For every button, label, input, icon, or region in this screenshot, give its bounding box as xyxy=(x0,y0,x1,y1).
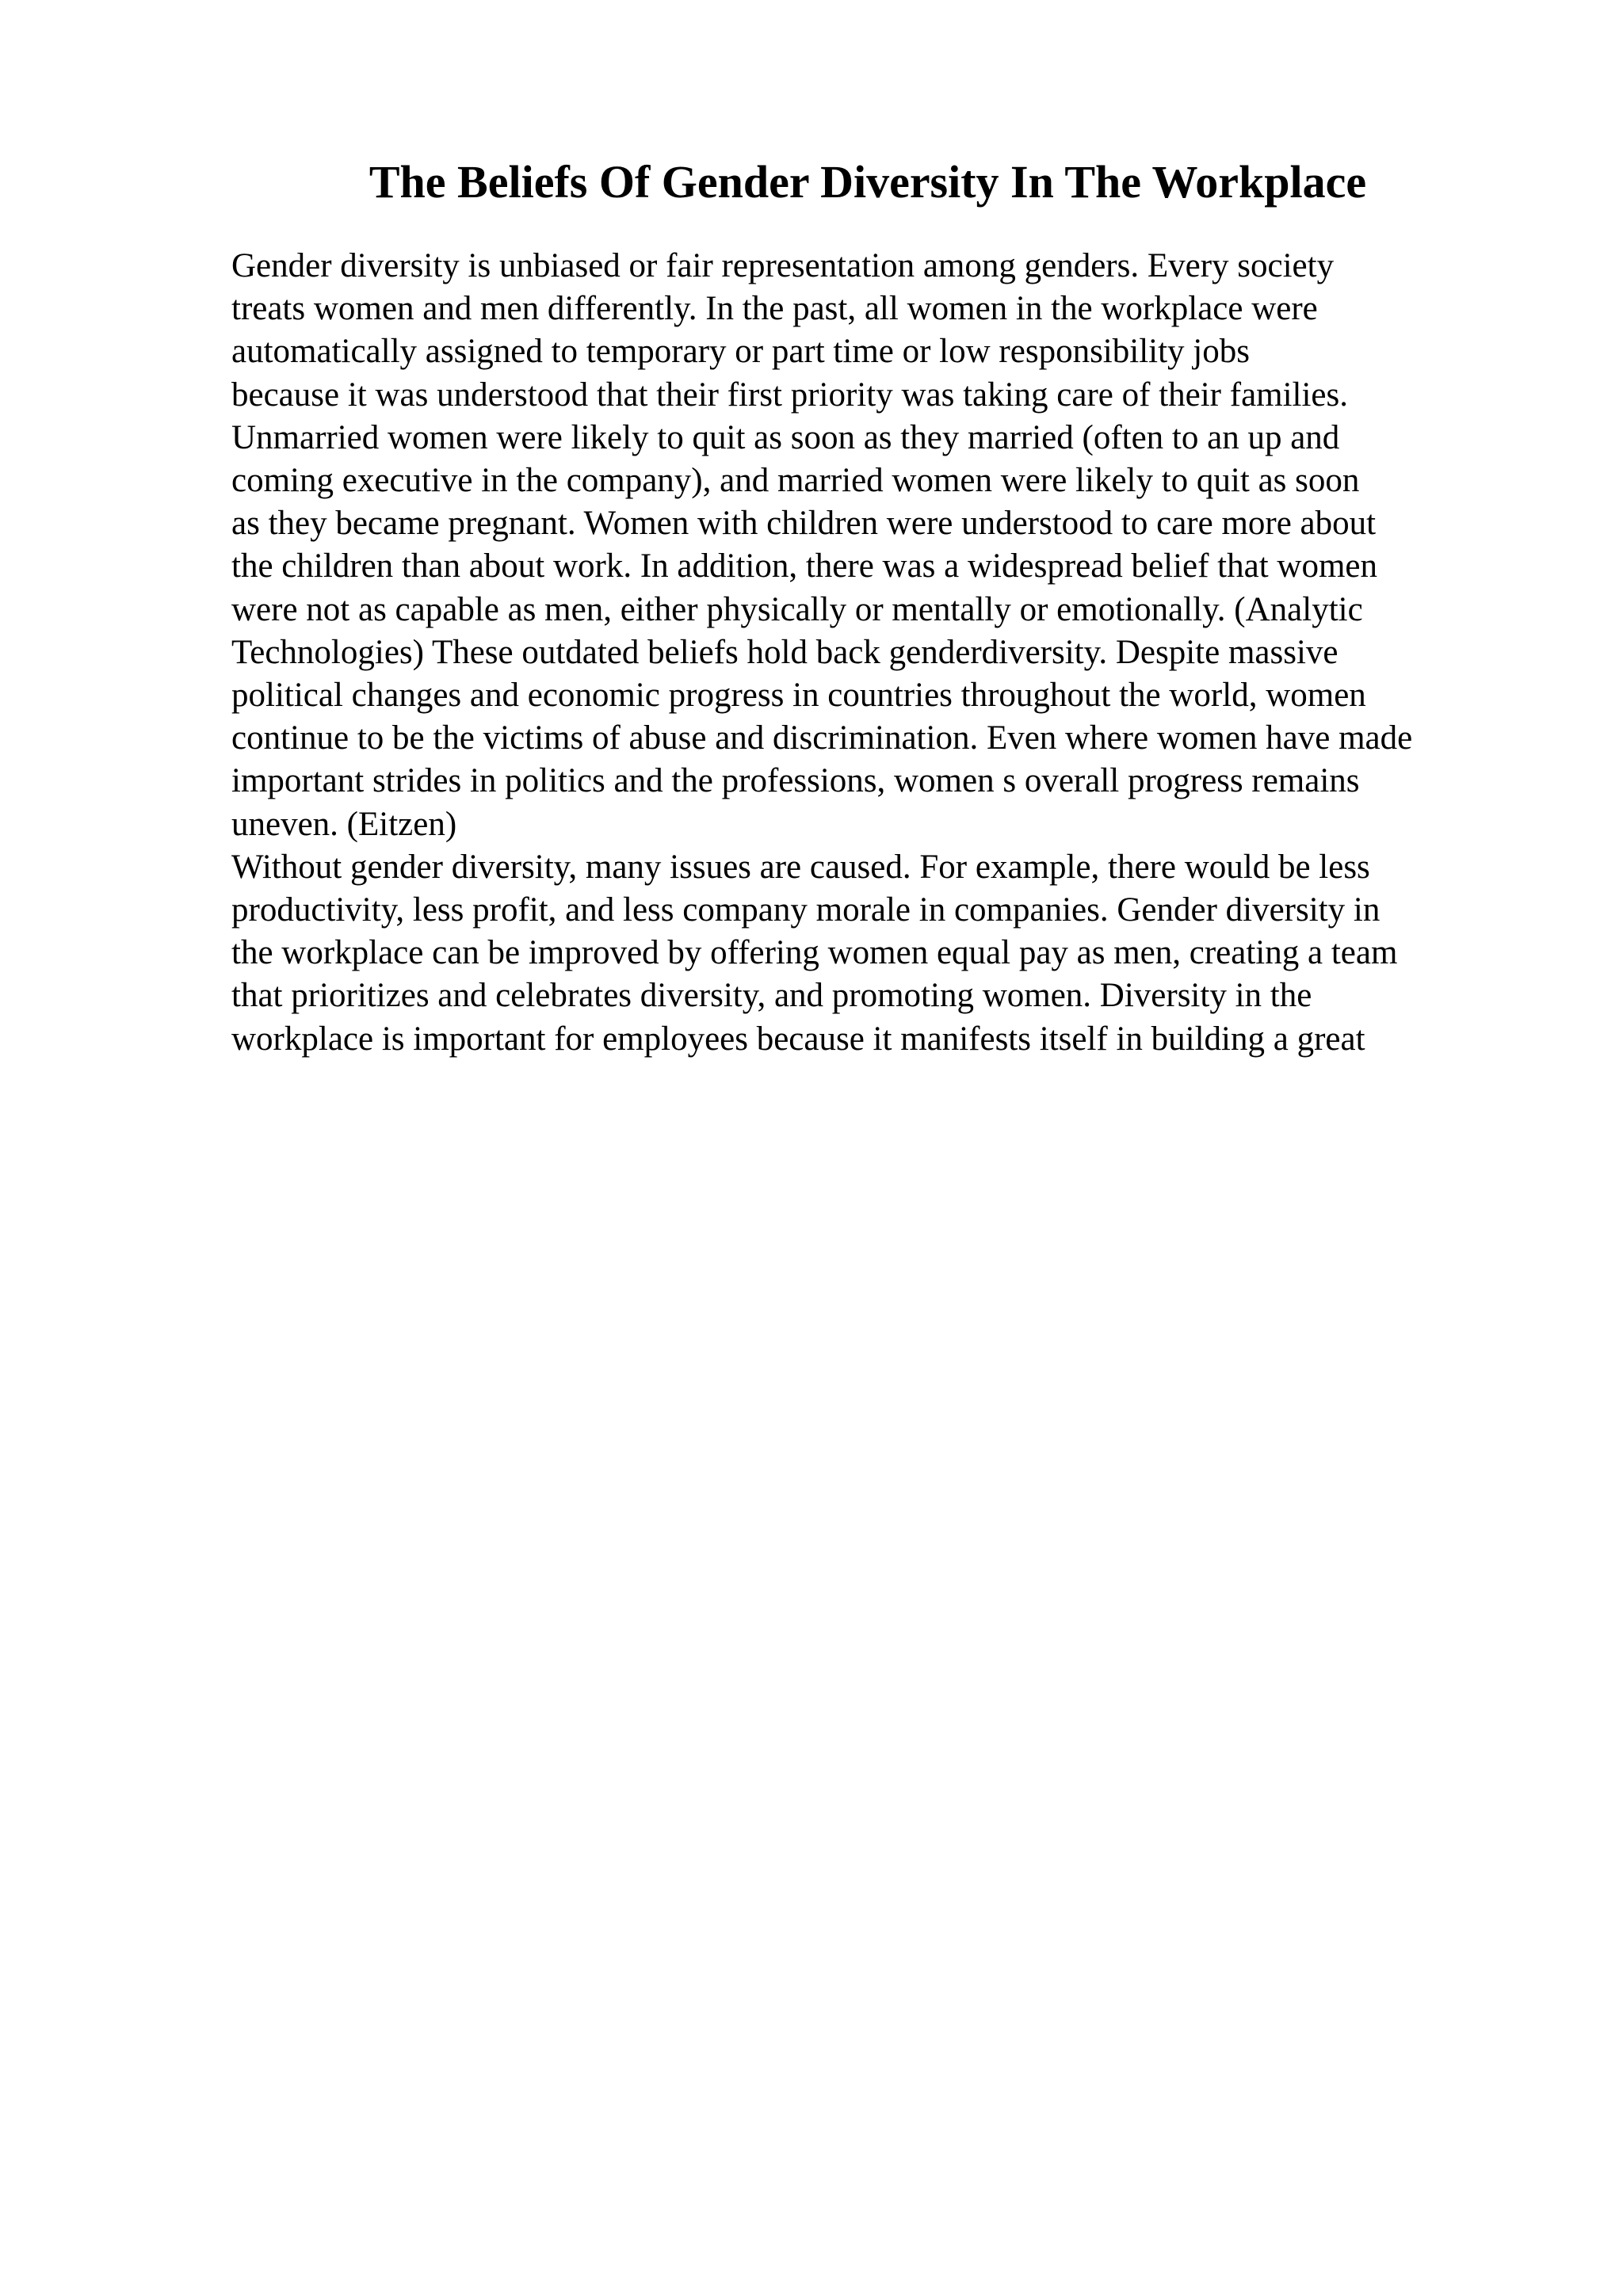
body-line: automatically assigned to temporary or part time or low responsibility jobs xyxy=(231,333,1250,371)
body-line: Without gender diversity, many issues are caused. For example, there would be less xyxy=(231,848,1370,886)
body-line: Unmarried women were likely to quit as soon as they married (often to an up and xyxy=(231,418,1340,456)
body-line: coming executive in the company), and married women were likely to quit as soon xyxy=(231,462,1360,500)
body-line: Technologies) These outdated beliefs hold back genderdiversity. Despite massive xyxy=(231,633,1338,671)
body-line: the children than about work. In addition, there was a widespread belief that women xyxy=(231,547,1378,585)
body-line: were not as capable as men, either physically or mentally or emotionally. (Analytic xyxy=(231,590,1363,628)
body-line: workplace is important for employees because it manifests itself in building a great xyxy=(231,1020,1365,1058)
body-line: political changes and economic progress in countries throughout the world, women xyxy=(231,677,1366,715)
body-line: the workplace can be improved by offering women equal pay as men, creating a team xyxy=(231,934,1398,972)
body-line: uneven. (Eitzen) xyxy=(231,805,457,843)
body-line: treats women and men differently. In the past, all women in the workplace were xyxy=(231,290,1318,328)
body-line: continue to be the victims of abuse and discrimination. Even where women have made xyxy=(231,719,1413,757)
body-line: that prioritizes and celebrates diversity, and promoting women. Diversity in the xyxy=(231,977,1312,1015)
body-line: productivity, less profit, and less company morale in companies. Gender diversity in xyxy=(231,891,1381,929)
body-line: as they became pregnant. Women with children were understood to care more about xyxy=(231,505,1377,543)
document-body xyxy=(231,245,1610,1061)
body-line: because it was understood that their first priority was taking care of their families. xyxy=(231,376,1349,414)
body-line: important strides in politics and the professions, women s overall progress remains xyxy=(231,762,1360,800)
body-line: Gender diversity is unbiased or fair representation among genders. Every society xyxy=(231,247,1335,284)
document-title: The Beliefs Of Gender Diversity In The Workplace xyxy=(369,156,1367,208)
